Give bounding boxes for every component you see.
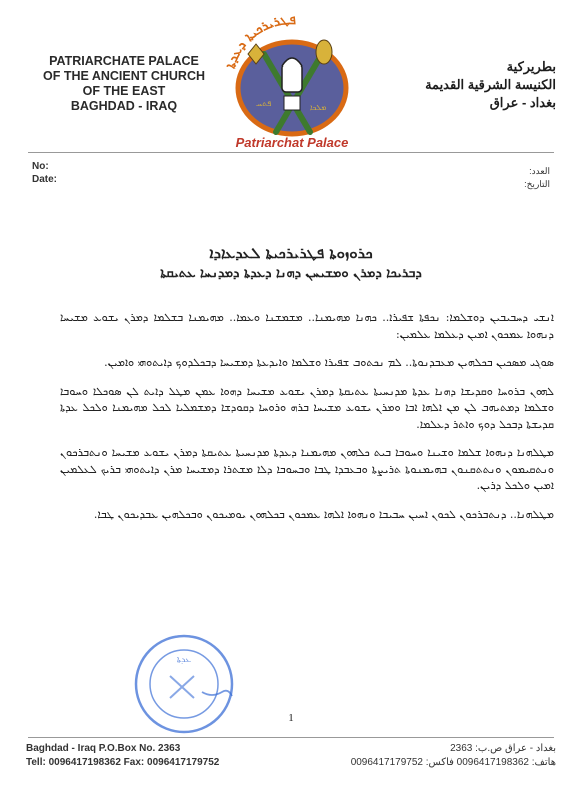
number-label: No: (32, 161, 49, 172)
footer-contact-arabic (351, 742, 556, 770)
date-label: Date: (32, 174, 58, 185)
header-line: BAGHDAD - IRAQ (70, 99, 178, 113)
patriarchate-seal-logo (212, 14, 372, 154)
number-label-arabic: العدد: (529, 166, 550, 176)
cross-icon (170, 676, 194, 698)
letter-subtitle: ܕܒܪܝܟܐ ܕܡܪܢ ܘܡܫܝܚܢ ܕܗܢܐ ܕܥܕܬܐ ܕܡܕܢܚܐ ܥܬܝܩܬܐ (160, 266, 422, 281)
patriarchate-name-arabic (406, 58, 556, 112)
stamp-text: ܥܕܬܐ (176, 655, 192, 665)
footer-address-arabic: بغداد - عراق ص.ب: 2363 (450, 743, 556, 754)
patriarchate-name-english (34, 54, 214, 114)
letter-title: ܟܪܘܙܘܬܐ ܦܛܪܝܪܟܝܬܐ ܠܥܕܥܐܕܐ (209, 244, 373, 262)
header-divider (28, 152, 554, 153)
header-line: بغداد - عراق (489, 95, 556, 110)
footer-phone: Tell: 0096417198362 Fax: 0096417179752 (26, 757, 220, 768)
header-line: OF THE EAST (82, 84, 166, 98)
book-icon (284, 96, 300, 110)
page-number: 1 (288, 712, 294, 724)
header-line: OF THE ANCIENT CHURCH (42, 69, 206, 83)
seal-arc-text: ܦܛܪܝܪܟܝܬܐ ܕܥܕܬܐ (223, 14, 296, 71)
mitre-icon (282, 64, 302, 92)
reference-fields (32, 160, 57, 186)
letter-body (60, 310, 554, 523)
paragraph: ܐܢܫܝ ܕܚܒܝܒܝܢ ܕܘܫܠܡܐ: ܢܟܦܬܐ ܫܦܝܪܐ.. ܟܗܢܐ ܡܗܝܡܢܐ.. ܡܫܡܫܢܐ ܘܥܡܐ.. ܡܗܝܡܢܐ ܒܫܠܡܐ ܕܡܪܢ ܝܫܘܥ ܡܫܝܚܐ ܕܢܗܘܐ ܥܡܟܘܢ ܐܡܝܢ ܕܥܠܡܐ ܥܠܡܝܢ: (60, 311, 554, 341)
paragraph: ܠܗܘܢ ܒܪܘܚܐ ܘܩܕܝܫܐ ܕܗܢܐ ܥܕܬܐ ܡܕܢܚܝܬܐ ܥܬܝܩܬܐ ܕܡܪܢ ܝܫܘܥ ܡܫܝܚܐ ܕܗܘܐ ܥܡܢ ܡܛܠ ܕܐܝܬ ܠܢ ܣܘܟܠܐ ܘܚܘܒܐ ܘܫܠܡܐ ܕܡܬܝܗܒ ܠܢ ܡܢ ܐܠܗܐ ܐܒܐ ܘܡܪܢ ܝܫܘܥ ܡܫܝܚܐ ܒܪܗ ܘܪܘܚܐ ܕܩܘܕܫܐ ܕܡܫܡܠܝܐ ܠܟܠ ܡܗܝܡܢܐ ܘܠܟܠ ܥܕܬܐ ܩܕܝܫܬܐ ܕܒܟܠ ܕܘܟ ܘܐܬܪ ܕܥܠܡܐ. (60, 384, 554, 431)
paragraph: ܣܘܓܝ ܡܣܟܝܢ ܒܟܠܗܝܢ ܡܥܒܕܢܘܬܐ.. ܠܡ ܢܟܬܘܒ ܫܦܝܪܐ ܘܫܠܡܐ ܘܐܝܕܥܬܐ ܕܡܫܝܚܐ ܕܒܟܠܕܘܟ ܕܐܝܬܘܗܝ ܘܐܡܝܢ. (104, 356, 554, 369)
paragraph: ܡܛܠܗܢܐ.. ܕܢܬܒܪܟܘܢ ܠܟܘܢ ܐܚܝܢ ܚܒܝܒܐ ܘܢܗܘܐ ܐܠܗܐ ܥܡܟܘܢ ܒܟܠܗܘܢ ܝܘܡܝܟܘܢ ܘܒܟܠܗܝܢ ܥܒܕܝܟܘܢ ܛܒܐ. (93, 507, 554, 521)
footer-divider (28, 737, 554, 738)
paragraph: ܡܛܠܗܢܐ ܕܢܗܘܐ ܫܠܡܐ ܘܫܝܢܐ ܘܚܘܒܐ ܒܝܬ ܟܠܗܘܢ ܡܗܝܡܢܐ ܕܥܕܬܐ ܡܕܢܚܝܬܐ ܥܬܝܩܬܐ ܕܡܪܢ ܝܫܘܥ ܡܫܝܚܐ ܘܢܬܒܪܟܘܢ ܘܢܬܩܝܡܘܢ ܘܢܬܬܩܢܘܢ ܒܗܝܡܢܘܬܐ ܬܪܝܨܬܐ ܘܒܥܒܕܐ ܛܒܐ ܘܒܚܘܒܐ ܕܠܐ ܡܫܬܪܐ ܕܡܫܝܚܐ ܡܪܢ ܕܐܝܬܘܗܝ ܒܪܝܟ ܠܥܠܡܝܢ ܐܡܝܢ ܘܠܟܠ ܕܪܝܢ. (60, 446, 554, 492)
footer-contact-english (26, 742, 219, 770)
header-line: PATRIARCHATE PALACE (49, 54, 199, 68)
censer-icon (316, 40, 332, 64)
svg-text:ܡܠܟܐ: ܡܠܟܐ (310, 103, 327, 112)
reference-fields-arabic (524, 165, 550, 191)
footer-address: Baghdad - Iraq P.O.Box No. 2363 (26, 743, 181, 754)
footer-phone-arabic: هاتف: 0096417198362 فاكس: 0096417179752 (350, 757, 556, 768)
svg-text:ܦܬܚ: ܦܬܚ (256, 99, 272, 108)
header-line: الكنيسة الشرقية القديمة (425, 77, 556, 92)
date-label-arabic: التاريخ: (524, 179, 550, 189)
header-line: بطريركية (506, 59, 556, 74)
seal-caption: Patriarchat Palace (235, 135, 349, 150)
